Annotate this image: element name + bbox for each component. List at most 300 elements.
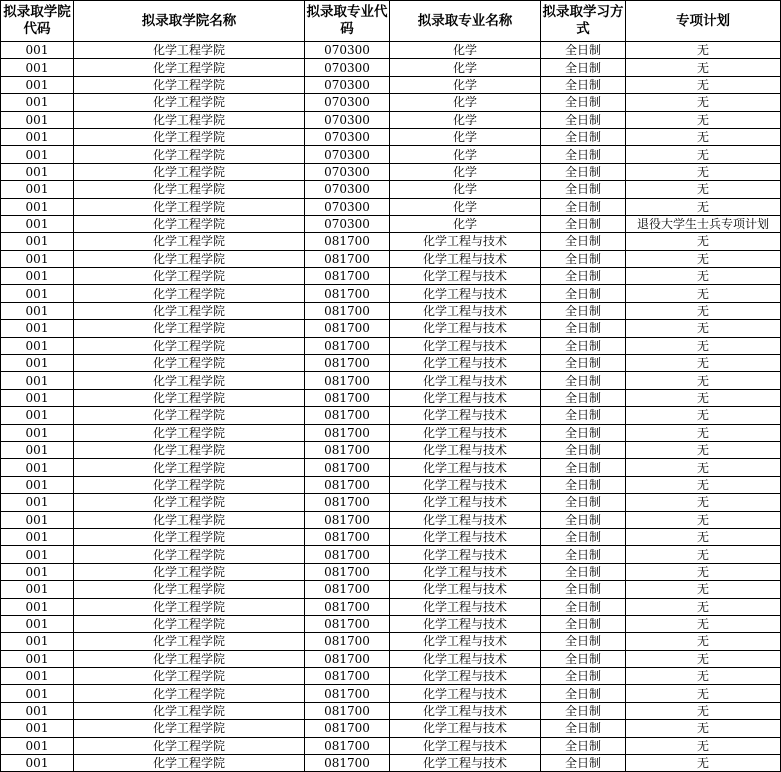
cell-major-name: 化学工程与技术 <box>390 633 541 650</box>
cell-major-name: 化学工程与技术 <box>390 476 541 493</box>
cell-major-code: 081700 <box>305 233 390 250</box>
cell-study-mode: 全日制 <box>541 615 626 632</box>
cell-major-code: 081700 <box>305 737 390 754</box>
table-row <box>1 215 781 232</box>
table-row <box>1 128 781 145</box>
cell-study-mode: 全日制 <box>541 215 626 232</box>
cell-major-code: 081700 <box>305 494 390 511</box>
cell-major-code: 081700 <box>305 268 390 285</box>
table-row <box>1 198 781 215</box>
table-row <box>1 702 781 719</box>
cell-college-code: 001 <box>1 355 74 372</box>
cell-special-plan: 无 <box>626 546 781 563</box>
cell-college-code: 001 <box>1 233 74 250</box>
cell-special-plan: 无 <box>626 494 781 511</box>
header-row <box>1 1 781 42</box>
cell-college-code: 001 <box>1 250 74 267</box>
cell-major-code: 070300 <box>305 198 390 215</box>
cell-college-code: 001 <box>1 111 74 128</box>
cell-college-code: 001 <box>1 76 74 93</box>
cell-major-code: 081700 <box>305 372 390 389</box>
table-row <box>1 355 781 372</box>
cell-special-plan: 无 <box>626 389 781 406</box>
cell-special-plan: 无 <box>626 598 781 615</box>
cell-college-name: 化学工程学院 <box>74 737 305 754</box>
cell-study-mode: 全日制 <box>541 546 626 563</box>
cell-major-name: 化学工程与技术 <box>390 250 541 267</box>
cell-major-code: 081700 <box>305 581 390 598</box>
cell-study-mode: 全日制 <box>541 76 626 93</box>
cell-major-name: 化学工程与技术 <box>390 233 541 250</box>
cell-study-mode: 全日制 <box>541 302 626 319</box>
cell-college-name: 化学工程学院 <box>74 285 305 302</box>
cell-college-code: 001 <box>1 268 74 285</box>
table-row <box>1 146 781 163</box>
cell-special-plan: 无 <box>626 302 781 319</box>
table-row <box>1 424 781 441</box>
cell-study-mode: 全日制 <box>541 668 626 685</box>
cell-college-name: 化学工程学院 <box>74 407 305 424</box>
cell-college-name: 化学工程学院 <box>74 76 305 93</box>
cell-college-code: 001 <box>1 685 74 702</box>
cell-college-name: 化学工程学院 <box>74 494 305 511</box>
cell-special-plan: 无 <box>626 233 781 250</box>
cell-major-name: 化学 <box>390 59 541 76</box>
cell-major-name: 化学 <box>390 146 541 163</box>
cell-study-mode: 全日制 <box>541 94 626 111</box>
table-row <box>1 94 781 111</box>
cell-college-code: 001 <box>1 563 74 580</box>
cell-college-name: 化学工程学院 <box>74 546 305 563</box>
table-row <box>1 459 781 476</box>
cell-study-mode: 全日制 <box>541 128 626 145</box>
cell-college-code: 001 <box>1 702 74 719</box>
table-row <box>1 407 781 424</box>
table-row <box>1 285 781 302</box>
cell-special-plan: 无 <box>626 563 781 580</box>
cell-study-mode: 全日制 <box>541 320 626 337</box>
table-row <box>1 337 781 354</box>
cell-major-code: 081700 <box>305 355 390 372</box>
table-row <box>1 320 781 337</box>
cell-major-name: 化学工程与技术 <box>390 598 541 615</box>
cell-study-mode: 全日制 <box>541 337 626 354</box>
cell-college-name: 化学工程学院 <box>74 598 305 615</box>
cell-college-name: 化学工程学院 <box>74 302 305 319</box>
cell-study-mode: 全日制 <box>541 720 626 737</box>
cell-special-plan: 无 <box>626 163 781 180</box>
cell-special-plan: 无 <box>626 42 781 59</box>
cell-college-name: 化学工程学院 <box>74 215 305 232</box>
cell-college-name: 化学工程学院 <box>74 268 305 285</box>
table-row <box>1 476 781 493</box>
cell-college-code: 001 <box>1 407 74 424</box>
cell-major-code: 081700 <box>305 476 390 493</box>
cell-major-code: 081700 <box>305 720 390 737</box>
cell-major-code: 081700 <box>305 320 390 337</box>
cell-college-code: 001 <box>1 372 74 389</box>
cell-major-name: 化学工程与技术 <box>390 302 541 319</box>
cell-college-name: 化学工程学院 <box>74 650 305 667</box>
table-row <box>1 42 781 59</box>
cell-major-code: 081700 <box>305 598 390 615</box>
table-row <box>1 563 781 580</box>
cell-special-plan: 无 <box>626 372 781 389</box>
cell-major-name: 化学工程与技术 <box>390 389 541 406</box>
cell-major-code: 081700 <box>305 511 390 528</box>
table-row <box>1 755 781 772</box>
cell-major-code: 070300 <box>305 76 390 93</box>
cell-study-mode: 全日制 <box>541 59 626 76</box>
cell-major-code: 081700 <box>305 424 390 441</box>
cell-special-plan: 无 <box>626 407 781 424</box>
cell-major-name: 化学 <box>390 181 541 198</box>
cell-college-name: 化学工程学院 <box>74 111 305 128</box>
cell-college-name: 化学工程学院 <box>74 146 305 163</box>
header-special-plan: 专项计划 <box>626 1 781 42</box>
cell-college-code: 001 <box>1 128 74 145</box>
cell-college-code: 001 <box>1 146 74 163</box>
cell-major-code: 081700 <box>305 459 390 476</box>
cell-college-name: 化学工程学院 <box>74 615 305 632</box>
cell-major-code: 081700 <box>305 302 390 319</box>
header-major-code: 拟录取专业代码 <box>305 1 390 42</box>
cell-special-plan: 无 <box>626 424 781 441</box>
cell-college-name: 化学工程学院 <box>74 476 305 493</box>
cell-college-name: 化学工程学院 <box>74 94 305 111</box>
cell-major-name: 化学工程与技术 <box>390 563 541 580</box>
cell-study-mode: 全日制 <box>541 685 626 702</box>
cell-college-name: 化学工程学院 <box>74 181 305 198</box>
table-row <box>1 668 781 685</box>
cell-study-mode: 全日制 <box>541 181 626 198</box>
cell-major-code: 081700 <box>305 668 390 685</box>
cell-college-name: 化学工程学院 <box>74 720 305 737</box>
table-row <box>1 598 781 615</box>
cell-study-mode: 全日制 <box>541 563 626 580</box>
cell-college-code: 001 <box>1 94 74 111</box>
table-header <box>1 1 781 42</box>
table-row <box>1 302 781 319</box>
header-study-mode: 拟录取学习方式 <box>541 1 626 42</box>
cell-major-name: 化学工程与技术 <box>390 511 541 528</box>
cell-study-mode: 全日制 <box>541 372 626 389</box>
cell-study-mode: 全日制 <box>541 581 626 598</box>
cell-study-mode: 全日制 <box>541 268 626 285</box>
cell-college-code: 001 <box>1 181 74 198</box>
cell-study-mode: 全日制 <box>541 163 626 180</box>
table-row <box>1 59 781 76</box>
cell-study-mode: 全日制 <box>541 233 626 250</box>
cell-major-code: 081700 <box>305 337 390 354</box>
table-row <box>1 737 781 754</box>
table-row <box>1 494 781 511</box>
cell-college-name: 化学工程学院 <box>74 163 305 180</box>
cell-major-code: 081700 <box>305 389 390 406</box>
table-row <box>1 650 781 667</box>
cell-study-mode: 全日制 <box>541 355 626 372</box>
cell-special-plan: 无 <box>626 59 781 76</box>
cell-study-mode: 全日制 <box>541 389 626 406</box>
cell-major-name: 化学工程与技术 <box>390 494 541 511</box>
cell-major-code: 070300 <box>305 146 390 163</box>
cell-study-mode: 全日制 <box>541 285 626 302</box>
cell-college-code: 001 <box>1 720 74 737</box>
cell-special-plan: 无 <box>626 320 781 337</box>
cell-major-code: 070300 <box>305 163 390 180</box>
header-major-name: 拟录取专业名称 <box>390 1 541 42</box>
cell-college-code: 001 <box>1 42 74 59</box>
cell-major-name: 化学工程与技术 <box>390 459 541 476</box>
cell-college-code: 001 <box>1 424 74 441</box>
cell-college-code: 001 <box>1 476 74 493</box>
cell-college-code: 001 <box>1 598 74 615</box>
cell-major-name: 化学工程与技术 <box>390 268 541 285</box>
cell-major-name: 化学工程与技术 <box>390 685 541 702</box>
cell-major-code: 081700 <box>305 250 390 267</box>
cell-study-mode: 全日制 <box>541 146 626 163</box>
cell-college-name: 化学工程学院 <box>74 128 305 145</box>
cell-college-name: 化学工程学院 <box>74 372 305 389</box>
cell-special-plan: 无 <box>626 615 781 632</box>
cell-special-plan: 无 <box>626 668 781 685</box>
cell-major-name: 化学工程与技术 <box>390 720 541 737</box>
cell-study-mode: 全日制 <box>541 702 626 719</box>
cell-special-plan: 无 <box>626 181 781 198</box>
cell-college-name: 化学工程学院 <box>74 581 305 598</box>
cell-college-code: 001 <box>1 59 74 76</box>
cell-major-code: 081700 <box>305 633 390 650</box>
cell-special-plan: 无 <box>626 633 781 650</box>
cell-college-code: 001 <box>1 511 74 528</box>
cell-college-name: 化学工程学院 <box>74 198 305 215</box>
cell-major-code: 081700 <box>305 441 390 458</box>
table-row <box>1 615 781 632</box>
cell-study-mode: 全日制 <box>541 459 626 476</box>
cell-special-plan: 无 <box>626 198 781 215</box>
cell-major-name: 化学 <box>390 76 541 93</box>
cell-special-plan: 无 <box>626 337 781 354</box>
cell-major-name: 化学工程与技术 <box>390 407 541 424</box>
cell-special-plan: 无 <box>626 720 781 737</box>
cell-special-plan: 无 <box>626 268 781 285</box>
cell-college-name: 化学工程学院 <box>74 441 305 458</box>
cell-study-mode: 全日制 <box>541 511 626 528</box>
cell-college-name: 化学工程学院 <box>74 702 305 719</box>
table-row <box>1 685 781 702</box>
cell-major-code: 081700 <box>305 650 390 667</box>
cell-special-plan: 无 <box>626 355 781 372</box>
cell-college-name: 化学工程学院 <box>74 320 305 337</box>
cell-study-mode: 全日制 <box>541 737 626 754</box>
cell-college-name: 化学工程学院 <box>74 389 305 406</box>
cell-special-plan: 无 <box>626 476 781 493</box>
cell-major-name: 化学工程与技术 <box>390 424 541 441</box>
cell-major-code: 081700 <box>305 528 390 545</box>
table-row <box>1 76 781 93</box>
cell-major-code: 081700 <box>305 407 390 424</box>
cell-major-name: 化学 <box>390 198 541 215</box>
cell-major-code: 081700 <box>305 563 390 580</box>
cell-college-code: 001 <box>1 650 74 667</box>
cell-study-mode: 全日制 <box>541 441 626 458</box>
table-row <box>1 233 781 250</box>
cell-study-mode: 全日制 <box>541 407 626 424</box>
cell-major-name: 化学工程与技术 <box>390 528 541 545</box>
cell-college-code: 001 <box>1 528 74 545</box>
cell-special-plan: 无 <box>626 459 781 476</box>
cell-major-code: 081700 <box>305 685 390 702</box>
cell-major-code: 070300 <box>305 215 390 232</box>
cell-study-mode: 全日制 <box>541 598 626 615</box>
cell-major-name: 化学工程与技术 <box>390 650 541 667</box>
cell-college-code: 001 <box>1 546 74 563</box>
cell-college-name: 化学工程学院 <box>74 59 305 76</box>
cell-college-name: 化学工程学院 <box>74 250 305 267</box>
cell-special-plan: 无 <box>626 528 781 545</box>
cell-special-plan: 无 <box>626 285 781 302</box>
cell-major-code: 070300 <box>305 94 390 111</box>
cell-major-name: 化学工程与技术 <box>390 441 541 458</box>
cell-special-plan: 无 <box>626 650 781 667</box>
cell-college-code: 001 <box>1 494 74 511</box>
cell-college-code: 001 <box>1 633 74 650</box>
table-row <box>1 372 781 389</box>
cell-special-plan: 无 <box>626 581 781 598</box>
cell-major-name: 化学 <box>390 163 541 180</box>
cell-major-name: 化学工程与技术 <box>390 737 541 754</box>
cell-special-plan: 无 <box>626 737 781 754</box>
table-row <box>1 441 781 458</box>
cell-study-mode: 全日制 <box>541 198 626 215</box>
table-row <box>1 111 781 128</box>
cell-college-code: 001 <box>1 302 74 319</box>
cell-major-name: 化学 <box>390 215 541 232</box>
cell-special-plan: 退役大学生士兵专项计划 <box>626 215 781 232</box>
cell-study-mode: 全日制 <box>541 111 626 128</box>
table-row <box>1 511 781 528</box>
table-row <box>1 181 781 198</box>
cell-college-name: 化学工程学院 <box>74 563 305 580</box>
cell-major-name: 化学工程与技术 <box>390 702 541 719</box>
cell-college-name: 化学工程学院 <box>74 511 305 528</box>
cell-college-code: 001 <box>1 198 74 215</box>
cell-special-plan: 无 <box>626 111 781 128</box>
table-row <box>1 633 781 650</box>
cell-special-plan: 无 <box>626 441 781 458</box>
cell-study-mode: 全日制 <box>541 42 626 59</box>
table-row <box>1 163 781 180</box>
cell-college-name: 化学工程学院 <box>74 755 305 772</box>
cell-major-name: 化学工程与技术 <box>390 546 541 563</box>
cell-major-name: 化学工程与技术 <box>390 355 541 372</box>
table-row <box>1 389 781 406</box>
table-body <box>1 42 781 772</box>
cell-special-plan: 无 <box>626 128 781 145</box>
cell-special-plan: 无 <box>626 755 781 772</box>
cell-major-code: 070300 <box>305 42 390 59</box>
cell-special-plan: 无 <box>626 685 781 702</box>
cell-special-plan: 无 <box>626 94 781 111</box>
cell-college-name: 化学工程学院 <box>74 459 305 476</box>
header-college-name: 拟录取学院名称 <box>74 1 305 42</box>
cell-major-name: 化学 <box>390 94 541 111</box>
table-row <box>1 268 781 285</box>
cell-college-name: 化学工程学院 <box>74 633 305 650</box>
cell-major-name: 化学 <box>390 128 541 145</box>
cell-major-code: 070300 <box>305 59 390 76</box>
cell-major-name: 化学 <box>390 111 541 128</box>
cell-major-name: 化学工程与技术 <box>390 581 541 598</box>
cell-major-code: 081700 <box>305 285 390 302</box>
cell-college-code: 001 <box>1 285 74 302</box>
cell-special-plan: 无 <box>626 76 781 93</box>
cell-college-code: 001 <box>1 459 74 476</box>
cell-special-plan: 无 <box>626 511 781 528</box>
cell-college-code: 001 <box>1 615 74 632</box>
cell-major-name: 化学工程与技术 <box>390 615 541 632</box>
cell-study-mode: 全日制 <box>541 476 626 493</box>
cell-major-code: 081700 <box>305 702 390 719</box>
cell-college-code: 001 <box>1 389 74 406</box>
cell-college-name: 化学工程学院 <box>74 355 305 372</box>
table-row <box>1 546 781 563</box>
cell-college-code: 001 <box>1 163 74 180</box>
cell-study-mode: 全日制 <box>541 250 626 267</box>
cell-study-mode: 全日制 <box>541 633 626 650</box>
cell-study-mode: 全日制 <box>541 755 626 772</box>
cell-college-name: 化学工程学院 <box>74 42 305 59</box>
cell-college-code: 001 <box>1 581 74 598</box>
header-college-code: 拟录取学院代码 <box>1 1 74 42</box>
cell-college-code: 001 <box>1 320 74 337</box>
table-row <box>1 720 781 737</box>
cell-major-code: 081700 <box>305 546 390 563</box>
cell-major-code: 070300 <box>305 111 390 128</box>
cell-special-plan: 无 <box>626 146 781 163</box>
cell-college-code: 001 <box>1 215 74 232</box>
cell-major-name: 化学工程与技术 <box>390 668 541 685</box>
table-row <box>1 581 781 598</box>
cell-college-name: 化学工程学院 <box>74 424 305 441</box>
cell-special-plan: 无 <box>626 702 781 719</box>
cell-study-mode: 全日制 <box>541 650 626 667</box>
table-row <box>1 250 781 267</box>
cell-college-name: 化学工程学院 <box>74 528 305 545</box>
cell-major-name: 化学工程与技术 <box>390 755 541 772</box>
cell-college-code: 001 <box>1 337 74 354</box>
cell-study-mode: 全日制 <box>541 528 626 545</box>
cell-major-name: 化学 <box>390 42 541 59</box>
cell-college-name: 化学工程学院 <box>74 685 305 702</box>
cell-college-code: 001 <box>1 668 74 685</box>
table-row <box>1 528 781 545</box>
cell-major-code: 081700 <box>305 755 390 772</box>
cell-major-name: 化学工程与技术 <box>390 320 541 337</box>
cell-college-code: 001 <box>1 737 74 754</box>
cell-major-code: 070300 <box>305 128 390 145</box>
cell-major-name: 化学工程与技术 <box>390 285 541 302</box>
cell-study-mode: 全日制 <box>541 424 626 441</box>
cell-college-name: 化学工程学院 <box>74 233 305 250</box>
cell-college-name: 化学工程学院 <box>74 337 305 354</box>
cell-major-code: 070300 <box>305 181 390 198</box>
cell-study-mode: 全日制 <box>541 494 626 511</box>
cell-major-name: 化学工程与技术 <box>390 337 541 354</box>
cell-college-code: 001 <box>1 441 74 458</box>
cell-college-name: 化学工程学院 <box>74 668 305 685</box>
cell-major-code: 081700 <box>305 615 390 632</box>
